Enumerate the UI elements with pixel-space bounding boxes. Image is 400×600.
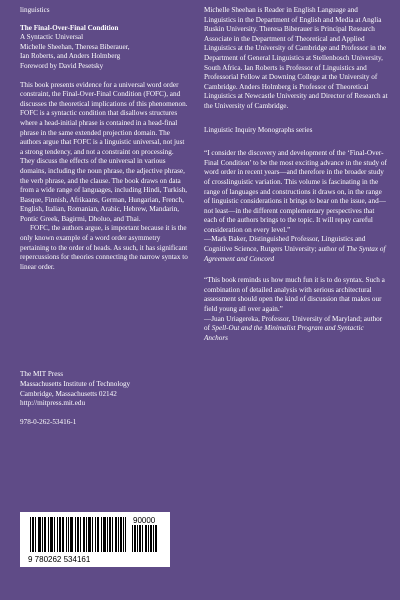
foreword-line: Foreword by David Pesetsky (20, 61, 104, 70)
endorsement-attribution-1: —Mark Baker, Distinguished Professor, Linguistics and Cognitive Science, Rutgers University; author of The Syntax of Agreement and Concord (204, 235, 386, 263)
barcode-bar (66, 517, 67, 552)
barcode-bar (50, 517, 51, 552)
endorsement-quote-1: “I consider the discovery and development of the ‘Final-Over-Final Condition’ to be the most exciting advance in the study of word order in recent years—and therefore in the broader study of crosslinguistic variation. This volume is fascinating in the range of languages and constructions it draws on, in the range of linguistic considerations it brings to bear on the issue, and—not least—in the different complementary perspectives that each of the authors brings to the topic. It will repay careful consideration on every level.” (204, 149, 387, 234)
barcode-addon-bar (156, 525, 157, 552)
endorsement-book-title-1: The Syntax of Agreement and Concord (204, 245, 386, 263)
isbn: 978-0-262-53416-1 (20, 417, 77, 426)
barcode-bar (89, 517, 90, 552)
barcode-bar (63, 517, 64, 552)
price-code: 90000 (133, 516, 156, 525)
barcode-addon-bar (137, 525, 138, 552)
publisher-institution: Massachusetts Institute of Technology (20, 380, 131, 389)
barcode-addon-bar (135, 525, 136, 552)
barcode-bar (116, 517, 117, 552)
barcode-bar (95, 517, 96, 552)
barcode-addon-bar (146, 525, 147, 552)
barcode-bar (109, 517, 110, 552)
barcode (20, 512, 170, 567)
barcode-bar (42, 517, 43, 552)
endorsement-book-title-2: Spell-Out and the Minimalist Program and Syntactic Anchors (204, 324, 364, 342)
barcode-bar (57, 517, 58, 552)
barcode-bar (97, 517, 98, 552)
barcode-bar (88, 517, 89, 552)
barcode-bar (68, 517, 69, 552)
barcode-bar (60, 517, 61, 552)
barcode-addon-bar (140, 525, 141, 552)
barcode-bar (40, 517, 41, 552)
barcode-addon-bar (151, 525, 152, 552)
barcode-bar (112, 517, 113, 552)
barcode-addon-bar (155, 525, 156, 552)
barcode-bar (83, 517, 84, 552)
book-title: The Final-Over-Final Condition (20, 23, 119, 32)
barcode-bars (20, 512, 170, 567)
barcode-bar (45, 517, 46, 552)
barcode-bar (38, 517, 39, 552)
barcode-bar (62, 517, 63, 552)
barcode-digits: 9 780262 534161 (28, 555, 91, 564)
barcode-addon-bar (132, 525, 133, 552)
barcode-bar (118, 517, 119, 552)
barcode-bar (77, 517, 78, 552)
series-tag: linguistics (20, 6, 50, 14)
barcode-bar (125, 517, 126, 552)
barcode-bar (115, 517, 116, 552)
barcode-bar (32, 517, 33, 552)
barcode-bar (103, 517, 104, 552)
barcode-bar (48, 517, 49, 552)
barcode-bar (44, 517, 45, 552)
barcode-bar (35, 517, 36, 552)
publisher-block (20, 370, 188, 408)
barcode-bar (92, 517, 93, 552)
barcode-bar (30, 517, 31, 552)
barcode-bar (86, 517, 87, 552)
barcode-bar (123, 517, 124, 552)
barcode-bar (54, 517, 55, 552)
description-paragraph-1: This book presents evidence for a universal word order constraint, the Final-Over-Final Condition (FOFC), and discusses the theoretical implications of this phenomenon. FOFC is a syntactic condition that disallows structures where a head-initial phrase is contained in a head-final phrase in the same extended projection domain. The authors argue that FOFC is a linguistic universal, not just a strong tendency, and not a constraint on processing. They discuss the effects of the universal in various domains, including the noun phrase, the adjective phrase, the verb phrase, and the clause. The book draws on data from a wide range of languages, including Hindi, Turkish, Basque, Finnish, Afrikaans, German, Hungarian, French, English, Italian, Romanian, Arabic, Hebrew, Mandarin, Pontic Greek, Bagirmi, Dholuo, and Thai. (20, 80, 188, 223)
barcode-addon-bar (134, 525, 135, 552)
barcode-bar (71, 517, 72, 552)
barcode-bar (72, 517, 73, 552)
barcode-bar (70, 517, 71, 552)
left-column (20, 0, 188, 427)
barcode-addon-bar (153, 525, 154, 552)
barcode-bar (120, 517, 121, 552)
barcode-bar (105, 517, 106, 552)
barcode-bar (75, 517, 76, 552)
barcode-addon-bar (142, 525, 143, 552)
barcode-addon-bar (139, 525, 140, 552)
barcode-bar (110, 517, 111, 552)
author-bio: Michelle Sheehan is Reader in English Language and Linguistics in the Department of English and Media at Anglia Ruskin University. Theresa Biberauer is Principal Research Associate in the Department of Theoretical and Applied Linguistics at the University of Cambridge and Professor in the Department of General Linguistics at Stellenbosch University, South Africa. Ian Roberts is Professor of Linguistics and Professorial Fellow at Downing College at the University of Cambridge. Anders Holmberg is Professor of Theoretical Linguistics at Newcastle University and Director of Research at the University of Cambridge. (204, 6, 388, 110)
barcode-bar (78, 517, 79, 552)
authors-line-2: Ian Roberts, and Anders Holmberg (20, 52, 121, 61)
barcode-addon-bar (150, 525, 151, 552)
barcode-bar (80, 517, 81, 552)
barcode-bar (98, 517, 99, 552)
publisher-name: The MIT Press (20, 370, 63, 379)
barcode-bar (51, 517, 52, 552)
barcode-bar (39, 517, 40, 552)
book-subtitle: A Syntactic Universal (20, 33, 84, 42)
publisher-city: Cambridge, Massachusetts 02142 (20, 389, 117, 398)
series-name: Linguistic Inquiry Monographs series (204, 125, 313, 134)
endorsement-quote-2: “This book reminds us how much fun it is to do syntax. Such a combination of detailed analysis with serious architectural assessment should open the kind of discussion that makes our field young all over again.” (204, 276, 385, 314)
barcode-bar (121, 517, 122, 552)
right-column (204, 0, 388, 343)
barcode-bar (107, 517, 108, 552)
description-paragraph-2: FOFC, the authors argue, is important because it is the only known example of a word order asymmetry pertaining to the order of heads. As such, it has significant repercussions for theories connecting the narrow syntax to linear order. (20, 224, 188, 271)
barcode-addon-bar (145, 525, 146, 552)
barcode-addon-bar (148, 525, 149, 552)
barcode-bar (104, 517, 105, 552)
endorsement-attribution-2: —Juan Uriagereka, Professor, University of Maryland; author of Spell-Out and the Minimalist Program and Syntactic Anchors (204, 314, 383, 342)
barcode-bar (59, 517, 60, 552)
barcode-bar (101, 517, 102, 552)
barcode-bar (33, 517, 34, 552)
barcode-bar (52, 517, 53, 552)
authors-line-1: Michelle Sheehan, Theresa Biberauer, (20, 42, 130, 51)
publisher-url[interactable]: http://mitpress.mit.edu (20, 399, 86, 408)
barcode-bar (84, 517, 85, 552)
barcode-bar (90, 517, 91, 552)
